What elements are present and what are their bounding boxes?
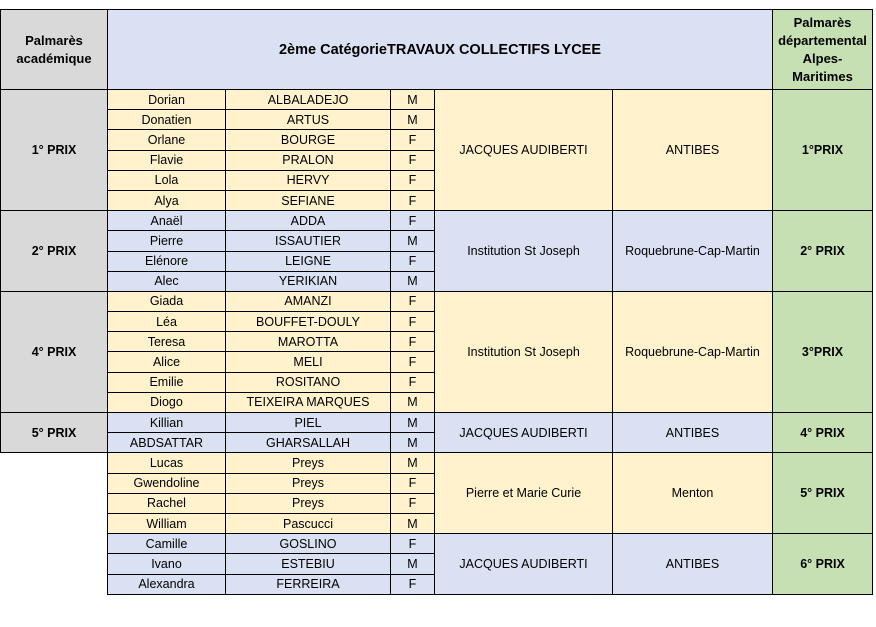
gender-cell: F <box>391 291 435 311</box>
first-name-cell: Alec <box>108 271 226 291</box>
gender-cell: F <box>391 150 435 170</box>
last-name-cell: LEIGNE <box>226 251 391 271</box>
gender-cell: F <box>391 493 435 513</box>
first-name-cell: Gwendoline <box>108 473 226 493</box>
gender-cell: F <box>391 352 435 372</box>
gender-cell: M <box>391 413 435 433</box>
first-name-cell: Flavie <box>108 150 226 170</box>
first-name-cell: Camille <box>108 534 226 554</box>
last-name-cell: Preys <box>226 453 391 473</box>
gender-cell: F <box>391 170 435 190</box>
first-name-cell: Giada <box>108 291 226 311</box>
city-cell: Roquebrune-Cap-Martin <box>613 211 773 292</box>
gender-cell: M <box>391 110 435 130</box>
gender-cell: F <box>391 130 435 150</box>
last-name-cell: ROSITANO <box>226 372 391 392</box>
title-main: TRAVAUX COLLECTIFS LYCEE <box>386 41 602 58</box>
gender-cell: M <box>391 513 435 533</box>
first-name-cell: Lola <box>108 170 226 190</box>
departmental-prize: 4° PRIX <box>773 413 873 453</box>
school-cell: Pierre et Marie Curie <box>435 453 613 534</box>
table-row <box>1 90 873 110</box>
first-name-cell: Donatien <box>108 110 226 130</box>
first-name-cell: Alya <box>108 190 226 210</box>
departmental-prize: 3°PRIX <box>773 291 873 412</box>
gender-cell: F <box>391 534 435 554</box>
academic-prize <box>1 453 108 534</box>
city-cell: ANTIBES <box>613 413 773 453</box>
first-name-cell: William <box>108 513 226 533</box>
first-name-cell: Ivano <box>108 554 226 574</box>
first-name-cell: Rachel <box>108 493 226 513</box>
gender-cell: M <box>391 231 435 251</box>
departmental-prize: 1°PRIX <box>773 90 873 211</box>
last-name-cell: ADDA <box>226 211 391 231</box>
academic-prize: 1° PRIX <box>1 90 108 211</box>
departmental-prize: 6° PRIX <box>773 534 873 595</box>
first-name-cell: Teresa <box>108 332 226 352</box>
last-name-cell: ARTUS <box>226 110 391 130</box>
last-name-cell: PRALON <box>226 150 391 170</box>
last-name-cell: Preys <box>226 473 391 493</box>
gender-cell: F <box>391 251 435 271</box>
last-name-cell: ISSAUTIER <box>226 231 391 251</box>
gender-cell: M <box>391 90 435 110</box>
gender-cell: F <box>391 312 435 332</box>
gender-cell: M <box>391 554 435 574</box>
departmental-prize: 2° PRIX <box>773 211 873 292</box>
last-name-cell: BOUFFET-DOULY <box>226 312 391 332</box>
page-title <box>108 10 773 90</box>
school-cell: Institution St Joseph <box>435 291 613 412</box>
last-name-cell: ESTEBIU <box>226 554 391 574</box>
first-name-cell: Elénore <box>108 251 226 271</box>
first-name-cell: Orlane <box>108 130 226 150</box>
last-name-cell: Preys <box>226 493 391 513</box>
gender-cell: M <box>391 392 435 412</box>
gender-cell: F <box>391 211 435 231</box>
gender-cell: F <box>391 574 435 594</box>
first-name-cell: Emilie <box>108 372 226 392</box>
table-row <box>1 453 873 473</box>
first-name-cell: Killian <box>108 413 226 433</box>
header-academic: Palmarès académique <box>1 10 108 90</box>
header-departmental: Palmarès départemental Alpes-Maritimes <box>773 10 873 90</box>
gender-cell: M <box>391 433 435 453</box>
last-name-cell: MELI <box>226 352 391 372</box>
academic-prize: 4° PRIX <box>1 291 108 412</box>
gender-cell: F <box>391 190 435 210</box>
first-name-cell: Pierre <box>108 231 226 251</box>
last-name-cell: PIEL <box>226 413 391 433</box>
academic-prize <box>1 534 108 595</box>
last-name-cell: GOSLINO <box>226 534 391 554</box>
school-cell: Institution St Joseph <box>435 211 613 292</box>
first-name-cell: ABDSATTAR <box>108 433 226 453</box>
last-name-cell: FERREIRA <box>226 574 391 594</box>
title-category: 2ème Catégorie <box>278 41 387 58</box>
gender-cell: F <box>391 332 435 352</box>
last-name-cell: BOURGE <box>226 130 391 150</box>
last-name-cell: Pascucci <box>226 513 391 533</box>
school-cell: JACQUES AUDIBERTI <box>435 90 613 211</box>
table-row <box>1 534 873 554</box>
city-cell: ANTIBES <box>613 90 773 211</box>
city-cell: Roquebrune-Cap-Martin <box>613 291 773 412</box>
table-row <box>1 413 873 433</box>
school-cell: JACQUES AUDIBERTI <box>435 413 613 453</box>
gender-cell: M <box>391 453 435 473</box>
first-name-cell: Diogo <box>108 392 226 412</box>
academic-prize: 2° PRIX <box>1 211 108 292</box>
table-row <box>1 211 873 231</box>
first-name-cell: Alice <box>108 352 226 372</box>
last-name-cell: AMANZI <box>226 291 391 311</box>
city-cell: ANTIBES <box>613 534 773 595</box>
last-name-cell: GHARSALLAH <box>226 433 391 453</box>
academic-prize: 5° PRIX <box>1 413 108 453</box>
last-name-cell: MAROTTA <box>226 332 391 352</box>
results-table <box>0 9 873 595</box>
first-name-cell: Lucas <box>108 453 226 473</box>
first-name-cell: Dorian <box>108 90 226 110</box>
first-name-cell: Anaël <box>108 211 226 231</box>
gender-cell: M <box>391 271 435 291</box>
gender-cell: F <box>391 473 435 493</box>
city-cell: Menton <box>613 453 773 534</box>
departmental-prize: 5° PRIX <box>773 453 873 534</box>
first-name-cell: Alexandra <box>108 574 226 594</box>
table-row <box>1 291 873 311</box>
last-name-cell: ALBALADEJO <box>226 90 391 110</box>
last-name-cell: TEIXEIRA MARQUES <box>226 392 391 412</box>
last-name-cell: YERIKIAN <box>226 271 391 291</box>
gender-cell: F <box>391 372 435 392</box>
school-cell: JACQUES AUDIBERTI <box>435 534 613 595</box>
last-name-cell: HERVY <box>226 170 391 190</box>
last-name-cell: SEFIANE <box>226 190 391 210</box>
first-name-cell: Léa <box>108 312 226 332</box>
